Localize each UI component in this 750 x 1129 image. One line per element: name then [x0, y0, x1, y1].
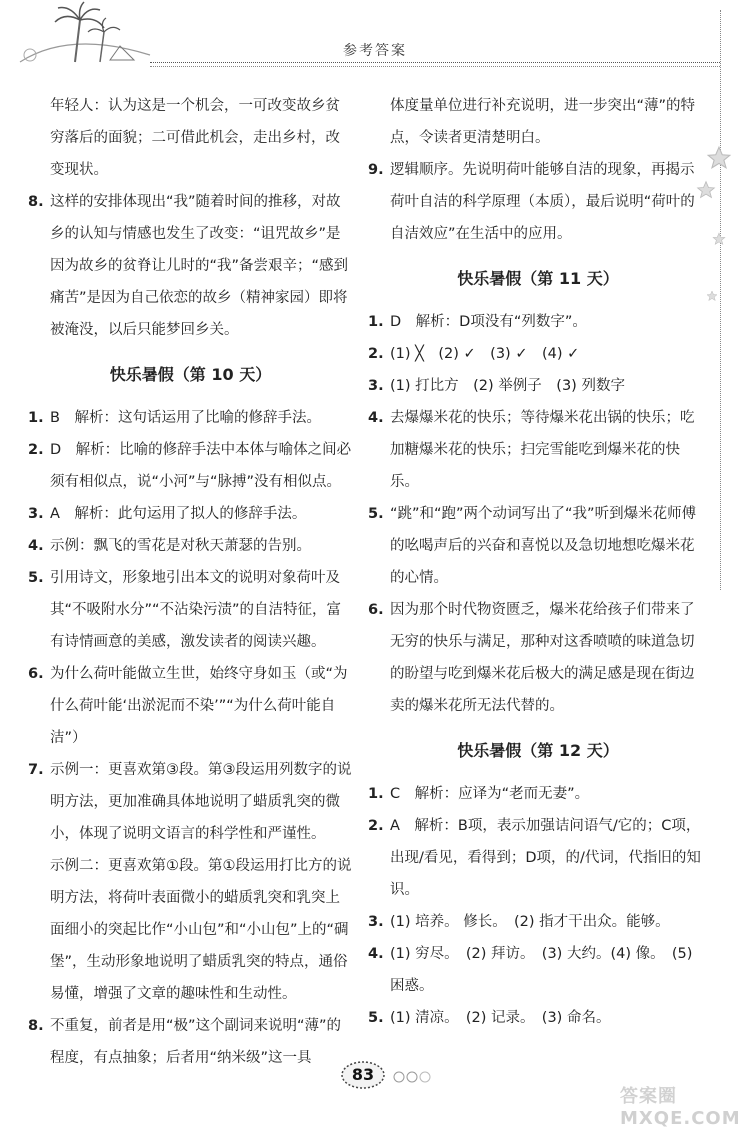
page-header — [0, 0, 750, 80]
answer-item — [368, 906, 708, 938]
answer-text: 示例：飘飞的雪花是对秋天萧瑟的告别。 — [50, 538, 311, 554]
answer-item — [28, 186, 353, 346]
answer-text: (1) 培养。 修长。 (2) 指才干出众。能够。 — [390, 914, 670, 930]
answer-item — [28, 754, 353, 850]
answer-text: C 解析：应译为“老而无妻”。 — [390, 786, 590, 802]
item-number: 6. — [368, 602, 384, 618]
answer-text: 因为那个时代物资匮乏，爆米花给孩子们带来了无穷的快乐与满足，那种对这香喷喷的味道急切的盼望与吃到爆米花后极大的满足感是现在街边卖的爆米花所无法代替的。 — [390, 602, 695, 714]
answer-item — [28, 562, 353, 658]
item-number: 8. — [28, 194, 44, 210]
answer-text: B 解析：这句话运用了比喻的修辞手法。 — [50, 410, 321, 426]
star-icon — [706, 145, 732, 171]
answer-text: 不重复，前者是用“极”这个副词来说明“薄”的程度，有点抽象；后者用“纳米级”这一具 — [50, 1018, 342, 1066]
answer-text: D 解析：D项没有“列数字”。 — [390, 314, 587, 330]
answer-text: 引用诗文，形象地引出本文的说明对象荷叶及其“不吸附水分”“不沾染污渍”的自洁特征，富有诗情画意的美感，激发读者的阅读兴趣。 — [50, 570, 342, 650]
answer-item — [28, 402, 353, 434]
item-number: 5. — [28, 570, 44, 586]
item-number: 9. — [368, 162, 384, 178]
item-number: 2. — [28, 442, 44, 458]
margin-dotted-rule — [720, 10, 721, 590]
item-number: 2. — [368, 346, 384, 362]
section-title-day-12: 快乐暑假（第 12 天） — [457, 741, 619, 760]
watermark: 答案圈 MXQE.COM — [620, 1086, 741, 1129]
answer-text: (1) ╳ (2) ✓ (3) ✓ (4) ✓ — [390, 346, 580, 362]
answer-item — [368, 810, 708, 906]
answer-item — [368, 778, 708, 810]
item-number: 5. — [368, 1010, 384, 1026]
item-number: 3. — [368, 378, 384, 394]
answer-item — [28, 434, 353, 498]
answer-text: 去爆爆米花的快乐；等待爆米花出锅的快乐；吃加糖爆米花的快乐；扫完雪能吃到爆米花的快乐。 — [390, 410, 695, 490]
answer-item — [368, 338, 708, 370]
answer-item — [28, 498, 353, 530]
item-number: 2. — [368, 818, 384, 834]
section-title-day-10: 快乐暑假（第 10 天） — [109, 365, 272, 384]
answer-text: A 解析：B项，表示加强诘问语气/它的；C项，出现/看见，看得到；D项，的/代词，代指旧的知识。 — [390, 818, 701, 898]
answer-item — [368, 594, 708, 722]
item-number: 4. — [368, 946, 384, 962]
page-title: 参考答案 — [343, 43, 407, 59]
answer-text: 为什么荷叶能做立生世，始终守身如玉（或“为什么荷叶能‘出淤泥而不染’”“为什么荷叶能自洁”） — [50, 666, 348, 746]
section-title-day-11: 快乐暑假（第 11 天） — [457, 269, 619, 288]
answer-item — [368, 402, 708, 498]
answer-text: 示例一：更喜欢第③段。第③段运用列数字的说明方法，更加准确具体地说明了蜡质乳突的微小，体现了说明文语言的科学性和严谨性。 — [50, 762, 352, 842]
item-number: 1. — [368, 786, 384, 802]
header-divider — [150, 62, 720, 63]
answer-item — [28, 530, 353, 562]
answer-text: “跳”和“跑”两个动词写出了“我”听到爆米花师傅的吆喝声后的兴奋和喜悦以及急切地想吃爆米花的心情。 — [390, 506, 697, 586]
decorative-circles-icon — [392, 1070, 432, 1084]
star-icon — [712, 232, 726, 246]
answer-text: 逻辑顺序。先说明荷叶能够自洁的现象，再揭示荷叶自洁的科学原理（本质），最后说明“荷叶的自洁效应”在生活中的应用。 — [390, 162, 695, 242]
left-column — [28, 90, 353, 1074]
answer-text: 示例二：更喜欢第①段。第①段运用打比方的说明方法，将荷叶表面微小的蜡质乳突和乳突上面细小的突起比作“小山包”和“小山包”上的“碉堡”，生动形象地说明了蜡质乳突的特点，通俗易懂，增强了文章的趣味性和生动性。 — [50, 858, 352, 1002]
item-number: 6. — [28, 666, 44, 682]
header-divider-secondary — [150, 66, 720, 67]
item-number: 3. — [368, 914, 384, 930]
item-number: 1. — [28, 410, 44, 426]
answer-text: (1) 打比方 (2) 举例子 (3) 列数字 — [390, 378, 625, 394]
answer-item — [368, 498, 708, 594]
item-number: 5. — [368, 506, 384, 522]
answer-text: 这样的安排体现出“我”随着时间的推移，对故乡的认知与情感也发生了改变：“诅咒故乡”是因为故乡的贫脊让儿时的“我”备尝艰辛；“感到痛苦”是因为自己依恋的故乡（精神家园）即将被淹没，以后只能梦回乡关。 — [50, 194, 349, 338]
answer-text: 体度量单位进行补充说明，进一步突出“薄”的特点，令读者更清楚明白。 — [390, 98, 696, 146]
item-number: 4. — [368, 410, 384, 426]
answer-item — [368, 370, 708, 402]
page-number: 83 — [351, 1065, 375, 1084]
right-column — [368, 90, 708, 1034]
answer-text: D 解析：比喻的修辞手法中本体与喻体之间必须有相似点，说“小河”与“脉搏”没有相似点。 — [50, 442, 352, 490]
answer-text: 年轻人：认为这是一个机会，一可改变故乡贫穷落后的面貌；二可借此机会，走出乡村，改变现状。 — [50, 98, 340, 178]
answer-item — [368, 306, 708, 338]
answer-text: (1) 穷尽。 (2) 拜访。 (3) 大约。(4) 像。 (5) 困惑。 — [390, 946, 693, 994]
item-number: 8. — [28, 1018, 44, 1034]
page-number-badge — [340, 1060, 386, 1090]
answer-item — [368, 938, 708, 1002]
item-number: 4. — [28, 538, 44, 554]
item-number: 7. — [28, 762, 44, 778]
answer-text: (1) 清凉。 (2) 记录。 (3) 命名。 — [390, 1010, 611, 1026]
answer-item — [368, 154, 708, 250]
item-number: 3. — [28, 506, 44, 522]
item-number: 1. — [368, 314, 384, 330]
answer-item — [28, 658, 353, 754]
answer-text: A 解析：此句运用了拟人的修辞手法。 — [50, 506, 307, 522]
answer-item — [368, 1002, 708, 1034]
